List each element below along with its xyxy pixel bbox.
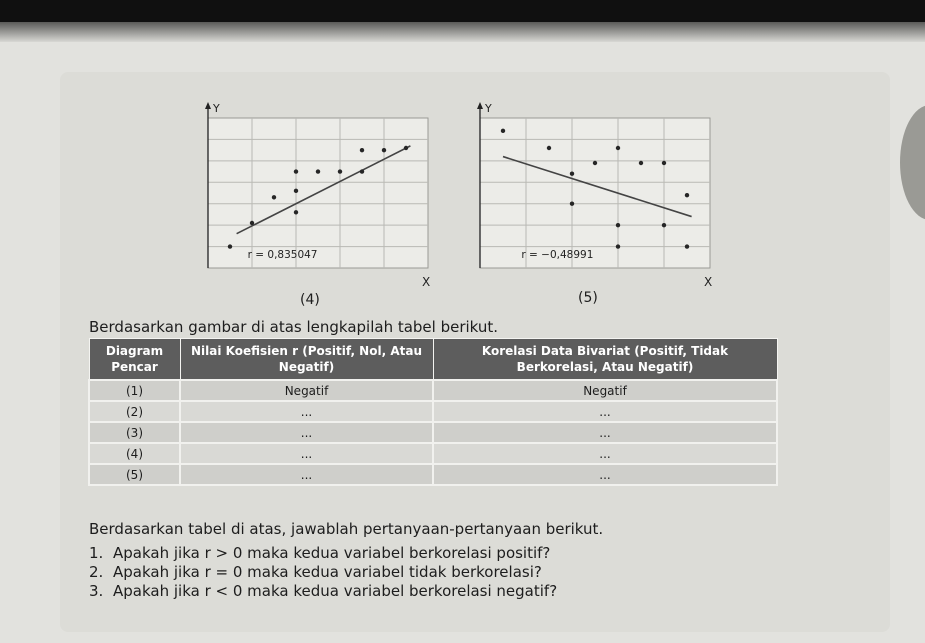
cell-nilai-r[interactable]: ... (180, 401, 433, 422)
question-text: Apakah jika r = 0 maka kedua variabel tidak berkorelasi? (113, 563, 542, 581)
data-point (639, 161, 643, 165)
question-text: Apakah jika r > 0 maka kedua variabel berkorelasi positif? (113, 544, 551, 562)
table-row (89, 464, 777, 485)
cell-nilai-r[interactable]: ... (180, 422, 433, 443)
header-korelasi: Korelasi Data Bivariat (Positif, Tidak Berkorelasi, Atau Negatif) (433, 339, 777, 381)
data-point (593, 161, 597, 165)
data-point (382, 148, 386, 152)
cell-diagram: (4) (89, 443, 180, 464)
question-text: Apakah jika r < 0 maka kedua variabel berkorelasi negatif? (113, 582, 558, 600)
data-point (547, 146, 551, 150)
r-value-label: r = 0,835047 (247, 249, 318, 261)
data-point (616, 244, 620, 248)
header-nilai-r: Nilai Koefisien r (Positif, Nol, Atau Negatif) (180, 339, 433, 381)
data-point (616, 146, 620, 150)
x-axis-label: X (422, 275, 431, 288)
data-point (316, 169, 320, 173)
r-value-label: r = −0,48991 (521, 249, 594, 261)
data-point (360, 148, 364, 152)
data-point (294, 210, 298, 214)
shadow-band (0, 22, 925, 42)
data-point (404, 146, 408, 150)
cell-diagram: (2) (89, 401, 180, 422)
table-row (89, 422, 777, 443)
caption-4: (4) (300, 292, 320, 308)
cell-korelasi[interactable]: Negatif (433, 380, 777, 401)
question-item (89, 544, 557, 563)
data-point (685, 193, 689, 197)
data-point (685, 244, 689, 248)
data-point (570, 172, 574, 176)
scatter-plot-5 (462, 98, 732, 288)
table-row (89, 380, 777, 401)
answer-table (88, 338, 778, 486)
questions-list (89, 544, 557, 601)
cell-korelasi[interactable]: ... (433, 401, 777, 422)
cell-diagram: (5) (89, 464, 180, 485)
cell-nilai-r[interactable]: Negatif (180, 380, 433, 401)
cell-diagram: (1) (89, 380, 180, 401)
data-point (272, 195, 276, 199)
data-point (294, 189, 298, 193)
x-axis-label: X (704, 275, 713, 288)
data-point (294, 169, 298, 173)
scatter-plot-4 (190, 98, 450, 288)
data-point (501, 129, 505, 133)
data-point (338, 169, 342, 173)
caption-5: (5) (578, 290, 598, 306)
data-point (250, 221, 254, 225)
cell-nilai-r[interactable]: ... (180, 464, 433, 485)
cell-nilai-r[interactable]: ... (180, 443, 433, 464)
table-row (89, 401, 777, 422)
question-item (89, 582, 557, 601)
instruction-text: Berdasarkan gambar di atas lengkapilah tabel berikut. (89, 318, 499, 336)
data-point (228, 244, 232, 248)
y-axis-arrow (205, 102, 211, 109)
question-number: 3. (89, 582, 104, 600)
question-number: 1. (89, 544, 104, 562)
data-point (616, 223, 620, 227)
questions-intro: Berdasarkan tabel di atas, jawablah pertanyaan-pertanyaan berikut. (89, 520, 604, 538)
data-point (662, 161, 666, 165)
y-axis-arrow (477, 102, 483, 109)
plot-area (480, 118, 710, 268)
scatter-plot-5-svg (462, 98, 732, 288)
cell-korelasi[interactable]: ... (433, 443, 777, 464)
y-axis-label: Y (485, 102, 492, 115)
data-point (662, 223, 666, 227)
background-object (900, 105, 925, 220)
question-item (89, 563, 557, 582)
cell-korelasi[interactable]: ... (433, 464, 777, 485)
data-point (360, 169, 364, 173)
cell-korelasi[interactable]: ... (433, 422, 777, 443)
cell-diagram: (3) (89, 422, 180, 443)
scatter-plot-4-svg (190, 98, 450, 288)
header-diagram: Diagram Pencar (89, 339, 180, 381)
table-body (89, 380, 777, 485)
table-row (89, 443, 777, 464)
y-axis-label: Y (213, 102, 220, 115)
question-number: 2. (89, 563, 104, 581)
data-point (570, 202, 574, 206)
